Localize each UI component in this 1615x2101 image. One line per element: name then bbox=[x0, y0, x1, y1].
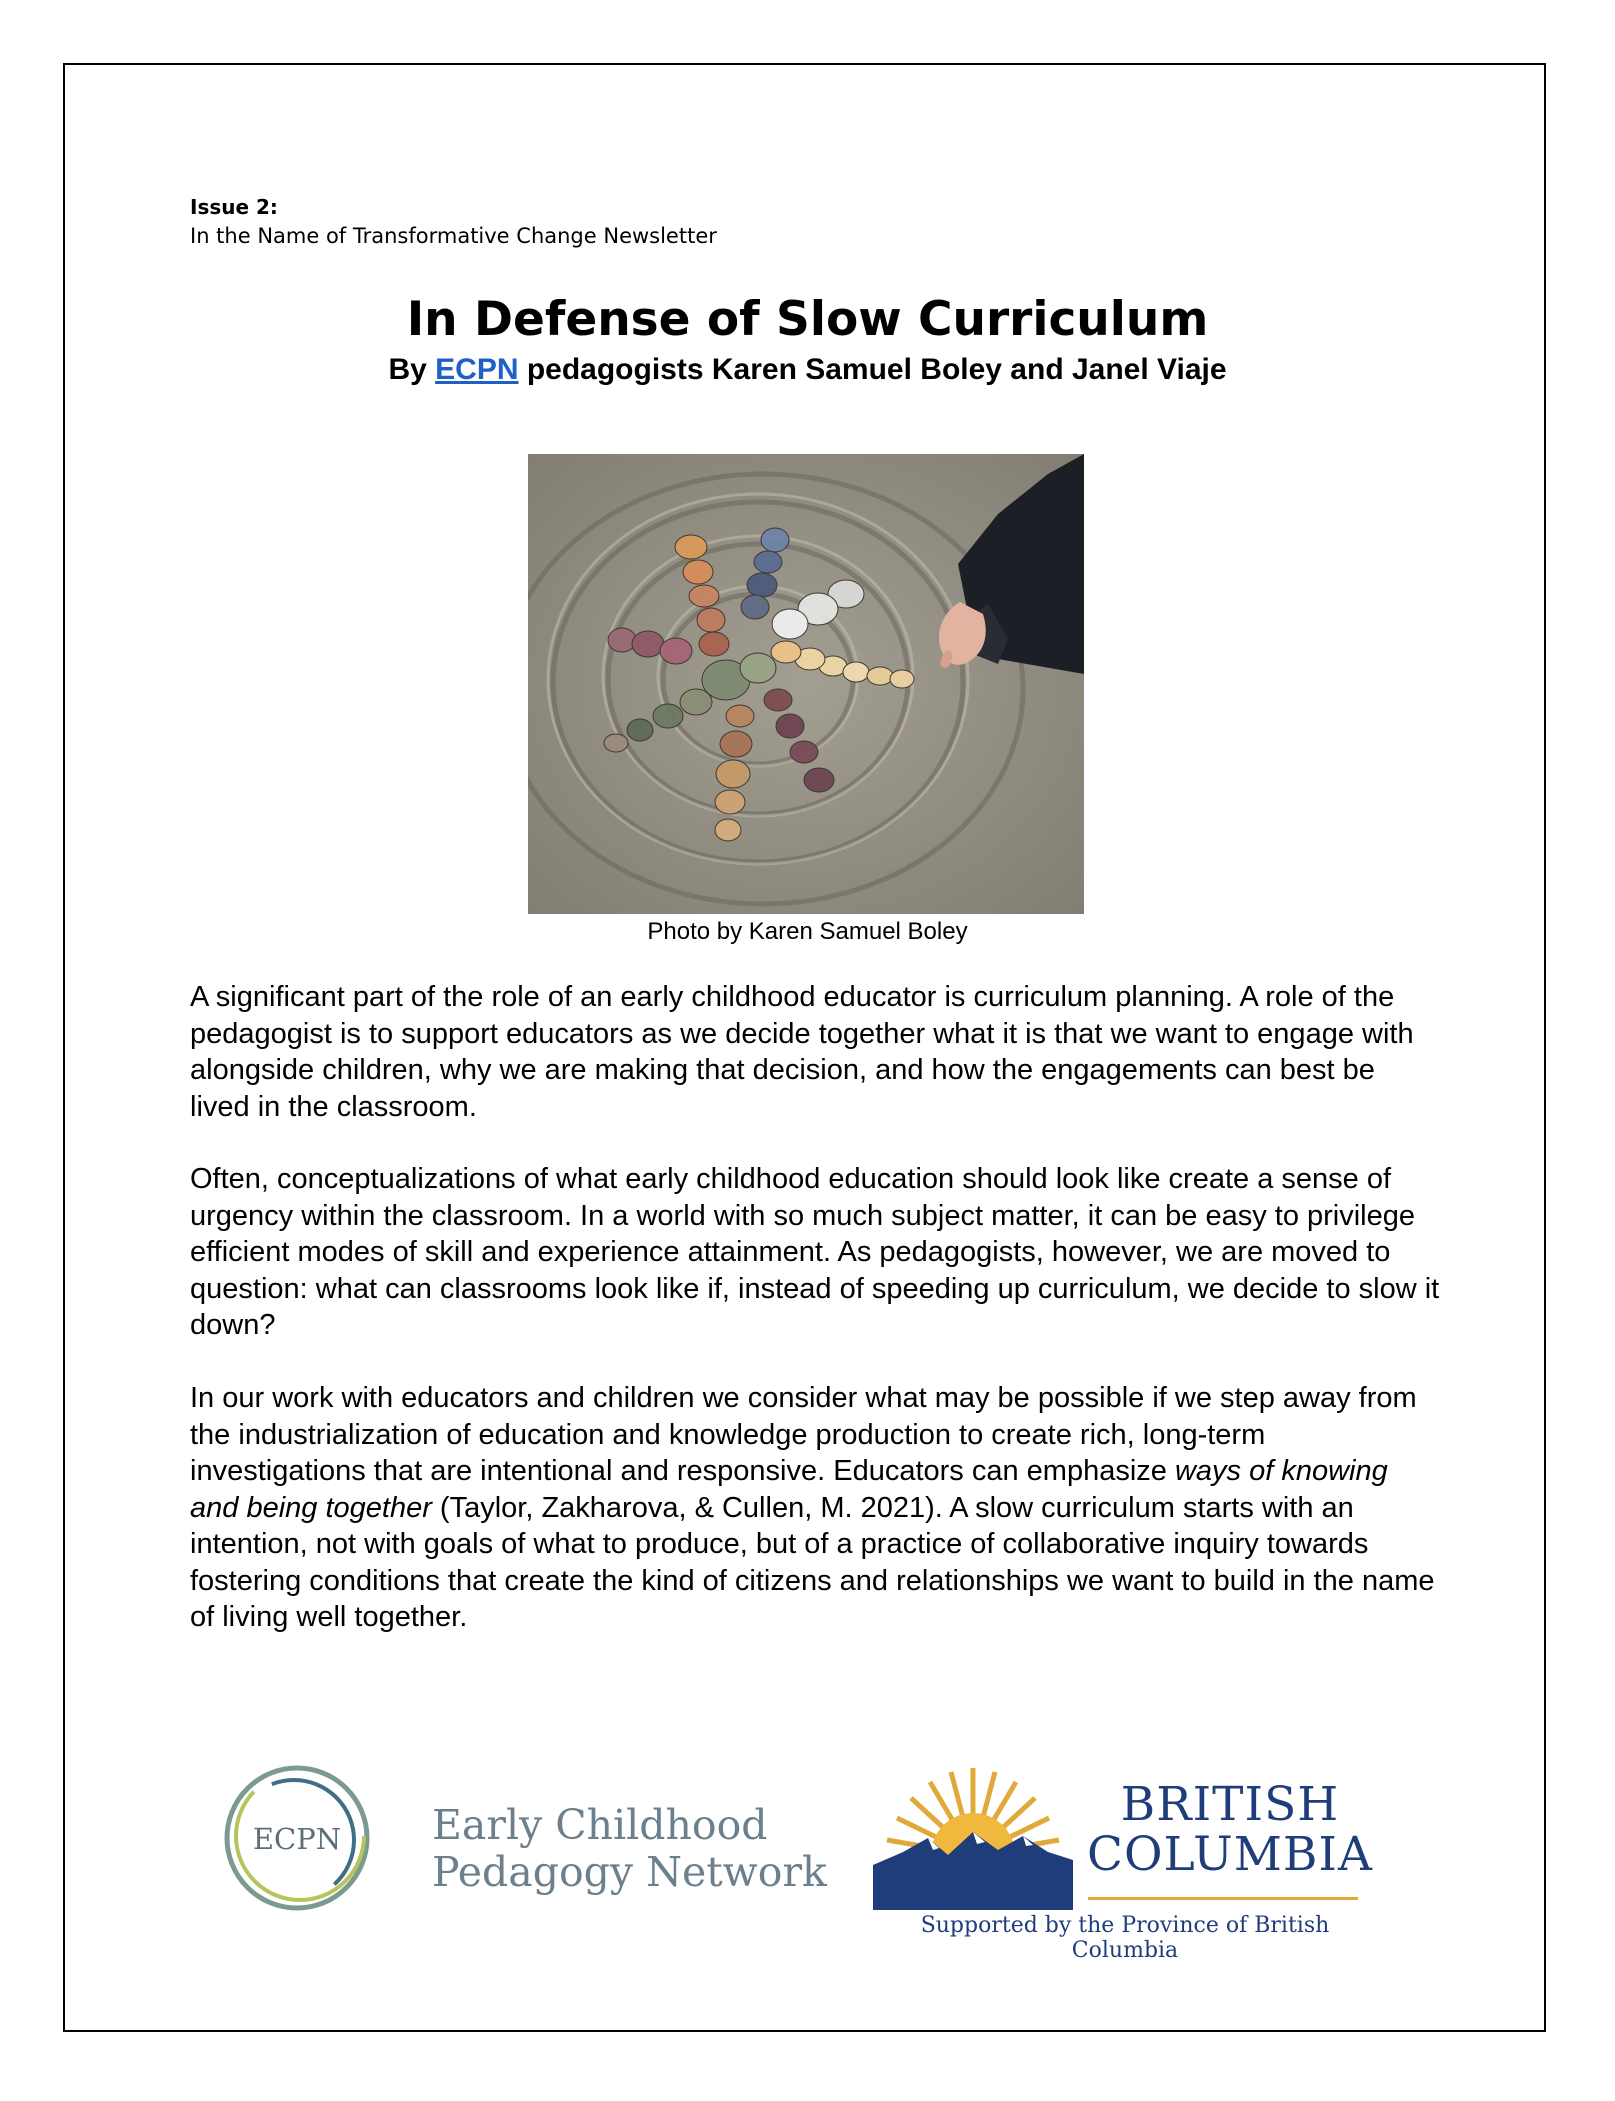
sand-stone-photo bbox=[528, 454, 1084, 914]
photo-caption: Photo by Karen Samuel Boley bbox=[647, 918, 968, 945]
issue-header bbox=[190, 193, 717, 251]
ecpn-line-2: Pedagogy Network bbox=[432, 1848, 827, 1896]
bc-line-2: COLUMBIA bbox=[1087, 1827, 1373, 1882]
ecpn-network-name bbox=[432, 1802, 827, 1896]
bc-wordmark bbox=[1087, 1777, 1373, 1882]
paragraph-3-italic: ways of knowing and being together bbox=[190, 1455, 1388, 1524]
byline-authors: pedagogists Karen Samuel Boley and Janel Viaje bbox=[518, 353, 1227, 386]
bc-line-1: BRITISH bbox=[1120, 1777, 1340, 1832]
byline-prefix: By bbox=[388, 353, 436, 386]
bc-gold-rule bbox=[1088, 1897, 1358, 1900]
paragraph-3-start: In our work with educators and children we consider what may be possible if we step away from the industrialization of education and knowledge production to create rich, long-term investigations that are intentional and responsive. Educators can emphasize bbox=[190, 1382, 1417, 1487]
issue-label: Issue 2: bbox=[190, 195, 278, 219]
article-title: In Defense of Slow Curriculum bbox=[406, 292, 1209, 347]
bc-tagline: Supported by the Province of British Columbia bbox=[920, 1913, 1330, 1963]
bc-logo bbox=[873, 1760, 1073, 1910]
paragraph-1: A significant part of the role of an early childhood educator is curriculum planning. A role of the pedagogist is to support educators as we decide together what it is that we want to engage with alongside children, why we are making that decision, and how the engagements can best be lived in the classroom. bbox=[190, 981, 1414, 1123]
ecpn-link[interactable]: ECPN bbox=[435, 353, 519, 386]
paragraph-2: Often, conceptualizations of what early childhood education should look like create a sense of urgency within the classroom. In a world with so much subject matter, it can be easy to privilege efficient modes of skill and experience attainment. As pedagogists, however, we are moved to question: what can classrooms look like if, instead of speeding up curriculum, we decide to slow it down? bbox=[190, 1163, 1440, 1341]
ecpn-line-1: Early Childhood bbox=[432, 1801, 768, 1849]
ecpn-logo-text: ECPN bbox=[252, 1822, 342, 1856]
paragraph-3-end: (Taylor, Zakharova, & Cullen, M. 2021). A slow curriculum starts with an intention, not with goals of what to produce, but of a practice of collaborative inquiry towards fostering conditions that create the kind of citizens and relationships we want to build in the name of living well together. bbox=[190, 1491, 1435, 1633]
paragraph-3 bbox=[190, 1380, 1440, 1636]
ecpn-logo bbox=[220, 1760, 375, 1915]
newsletter-name: In the Name of Transformative Change Newsletter bbox=[190, 224, 717, 248]
byline bbox=[0, 350, 1615, 390]
